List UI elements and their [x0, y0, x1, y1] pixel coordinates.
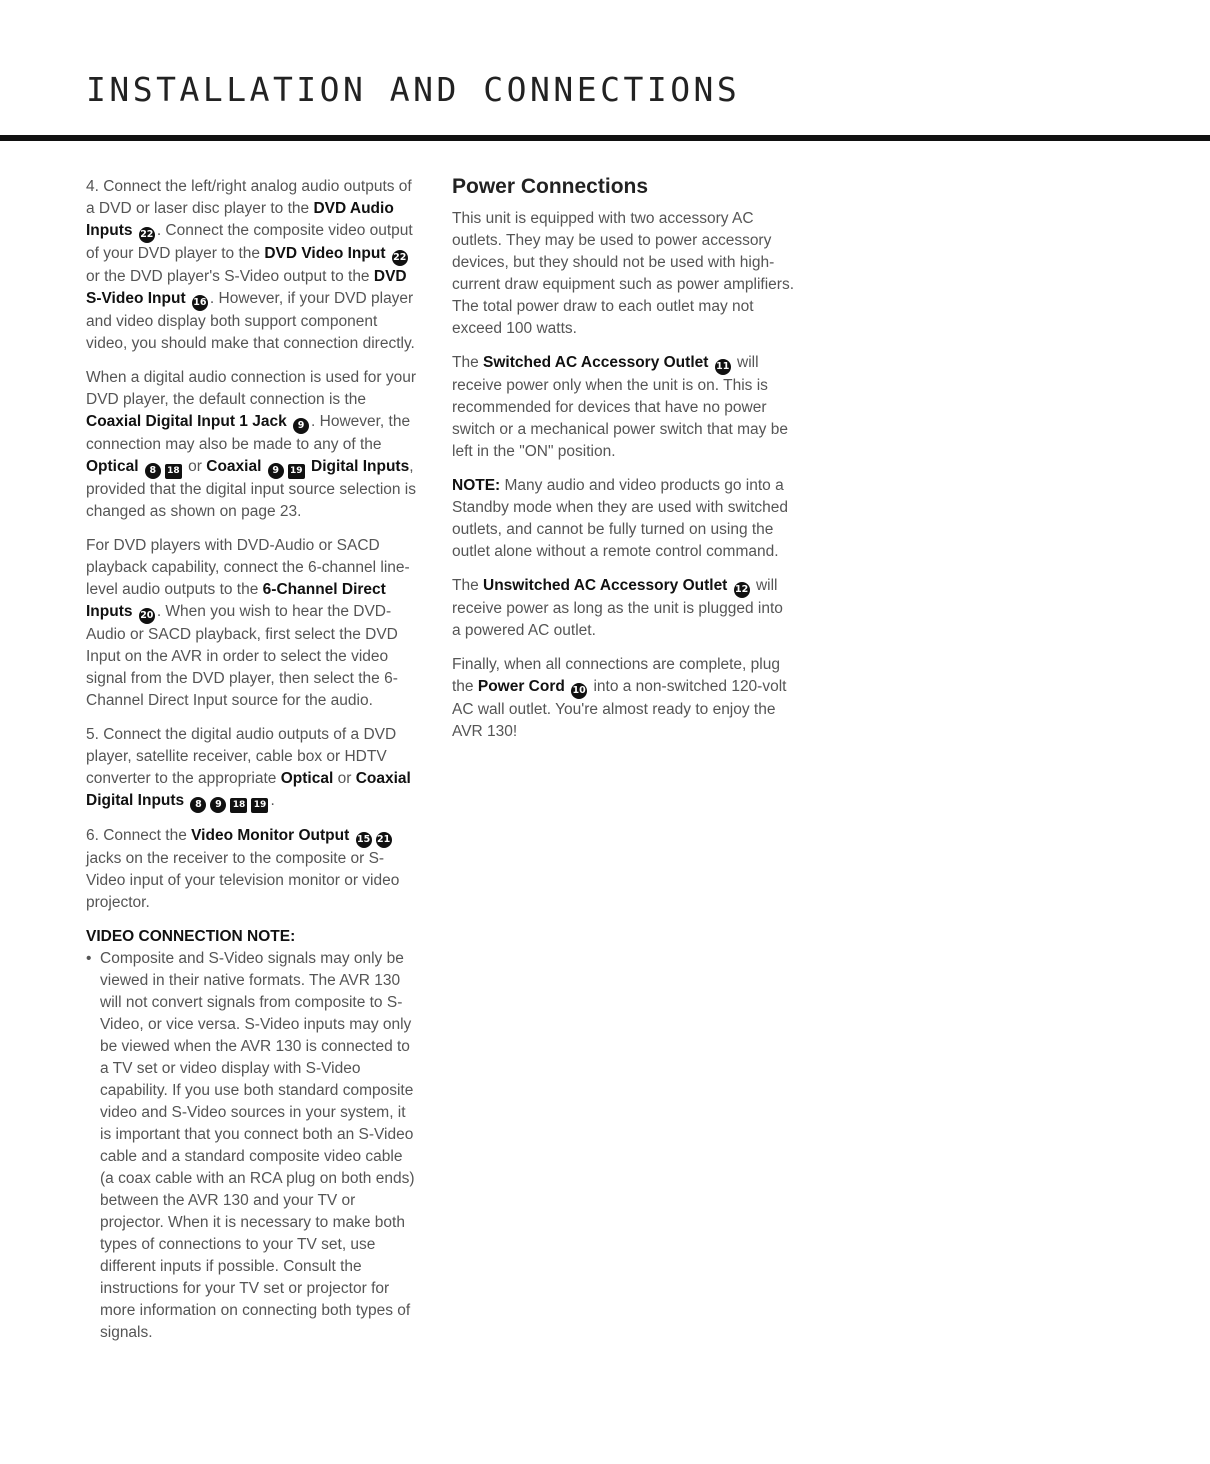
callout-number-badge: 15 — [356, 832, 372, 848]
optical-label: Optical — [86, 458, 139, 475]
video-monitor-output-label: Video Monitor Output — [191, 827, 350, 844]
paragraph-6-channel: For DVD players with DVD-Audio or SACD playback capability, connect the 6-channel line-level audio outputs to the 6-Channel Direct Inputs 20 . When you wish to hear the DVD-Audio or SACD playback, first select the DVD Input on the AVR in order to select the video signal from the DVD player, then select the 6-Channel Direct Input source for the audio. — [86, 537, 410, 709]
callout-number-badge: 9 — [268, 463, 284, 479]
video-connection-note-heading: VIDEO CONNECTION NOTE: — [86, 928, 296, 945]
coaxial-digital-inputs-label: Coaxial Digital Inputs — [86, 770, 411, 809]
paragraph-step-5: 5. Connect the digital audio outputs of a DVD player, satellite receiver, cable box or HDTV converter to the appropriate Optical or Coaxial Digital Inputs 8 9 18 19 . — [86, 724, 418, 813]
left-column — [86, 176, 418, 1344]
bullet-marker: • — [86, 950, 92, 967]
callout-number-badge: 8 — [190, 797, 206, 813]
power-cord-label: Power Cord — [477, 678, 565, 695]
power-connections-heading: Power Connections — [452, 175, 649, 198]
callout-number-badge: 12 — [734, 582, 750, 598]
paragraph-unswitched-outlet: The Unswitched AC Accessory Outlet 12 will receive power as long as the unit is plugged into a powered AC outlet. — [452, 577, 783, 639]
callout-number-badge: 20 — [139, 608, 155, 624]
switched-outlet-label: Switched AC Accessory Outlet — [483, 354, 709, 371]
callout-number-badge: 19 — [288, 464, 305, 479]
video-connection-note-item — [86, 948, 418, 1344]
callout-number-badge: 9 — [210, 797, 226, 813]
note-label: NOTE: — [452, 477, 501, 494]
callout-number-badge: 11 — [715, 359, 731, 375]
callout-number-badge: 22 — [139, 227, 155, 243]
unswitched-outlet-label: Unswitched AC Accessory Outlet — [483, 577, 728, 594]
right-column — [452, 174, 794, 755]
callout-number-badge: 9 — [293, 418, 309, 434]
video-connection-note-text: Composite and S-Video signals may only be viewed in their native formats. The AVR 130 will not convert signals from composite to S-Video, or vice versa. S-Video inputs may only be viewed when the AVR 130 is connected to a TV set or video display with S-Video capability. If you use both standard composite video and S-Video sources in your system, it is important that you connect both an S-Video cable and a standard composite video cable (a coax cable with an RCA plug on both ends) between the AVR 130 and your TV or projector. When it is necessary to make both types of connections to your TV set, use different inputs if possible. Consult the instructions for your TV set or projector for more information on connecting both types of signals. — [100, 950, 415, 1341]
six-channel-inputs-label: 6-Channel Direct Inputs — [86, 581, 386, 620]
page-title: INSTALLATION AND CONNECTIONS — [86, 70, 741, 109]
dvd-video-input-label: DVD Video Input — [264, 245, 386, 262]
digital-inputs-label: Digital Inputs — [311, 458, 410, 475]
coaxial-label: Coaxial — [206, 458, 262, 475]
coaxial-digital-input-label: Coaxial Digital Input 1 Jack — [86, 413, 287, 430]
paragraph-step-6: 6. Connect the Video Monitor Output 15 21 jacks on the receiver to the composite or S-Video input of your television monitor or video projector. — [86, 827, 400, 911]
title-divider — [0, 135, 1210, 141]
callout-number-badge: 16 — [192, 295, 208, 311]
optical-label: Optical — [280, 770, 334, 787]
callout-number-badge: 22 — [392, 250, 408, 266]
paragraph-switched-outlet: The Switched AC Accessory Outlet 11 will receive power only when the unit is on. This is recommended for devices that have no power switch or a mechanical power switch that may be left in the "ON" position. — [452, 354, 788, 460]
dvd-svideo-input-label: DVD S-Video Input — [86, 268, 407, 307]
dvd-audio-inputs-label: DVD Audio Inputs — [86, 200, 394, 239]
paragraph-digital-audio: When a digital audio connection is used for your DVD player, the default connection is the Coaxial Digital Input 1 Jack 9 . However, the connection may also be made to any of the Optical 8 18 or Coaxial 9 19 Digital Inputs, provided that the digital input source selection is changed as shown on page 23. — [86, 369, 417, 520]
callout-number-badge: 21 — [376, 832, 392, 848]
callout-number-badge: 18 — [230, 798, 247, 813]
paragraph-accessory-outlets: This unit is equipped with two accessory AC outlets. They may be used to power accessory devices, but they should not be used with high-current draw equipment such as power amplifiers. The total power draw to each outlet may not exceed 100 watts. — [452, 210, 795, 337]
paragraph-standby-note: NOTE: Many audio and video products go into a Standby mode when they are used with switched outlets, and cannot be fully turned on using the outlet alone without a remote control command. — [452, 477, 789, 560]
paragraph-power-cord: Finally, when all connections are complete, plug the Power Cord 10 into a non-switched 120-volt AC wall outlet. You're almost ready to enjoy the AVR 130! — [452, 656, 787, 740]
callout-number-badge: 18 — [165, 464, 182, 479]
callout-number-badge: 19 — [251, 798, 268, 813]
paragraph-step-4: 4. Connect the left/right analog audio outputs of a DVD or laser disc player to the DVD Audio Inputs 22 . Connect the composite video output of your DVD player to the DVD Video Input 22 or the DVD player's S-Video output to the DVD S-Video Input 16 . However, if your DVD player and video display both support component video, you should make that connection directly. — [86, 178, 415, 352]
callout-number-badge: 10 — [571, 683, 587, 699]
callout-number-badge: 8 — [145, 463, 161, 479]
